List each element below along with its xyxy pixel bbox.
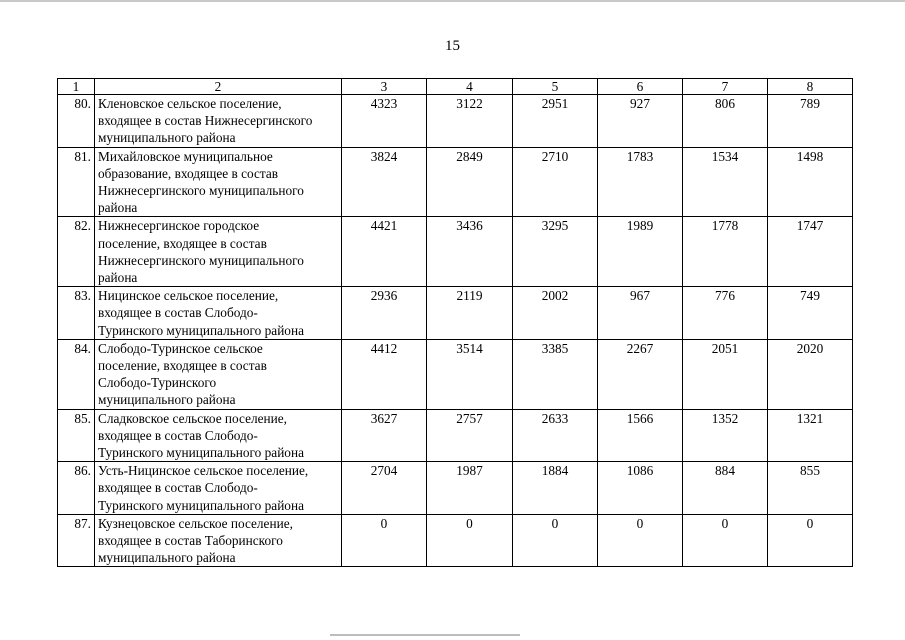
municipality-name [95, 287, 342, 340]
page-number: 15 [445, 38, 460, 54]
value-cell: 2936 [342, 287, 427, 340]
municipality-name [95, 95, 342, 148]
table-row [58, 147, 853, 217]
table-row [58, 287, 853, 340]
municipality-name-line: Туринского муниципального района [98, 497, 304, 513]
municipality-name-line: входящее в состав Слободо- [98, 427, 258, 443]
table-row [58, 514, 853, 567]
value-cell: 2633 [513, 409, 598, 462]
table-row [58, 339, 853, 409]
value-cell: 2757 [427, 409, 513, 462]
value-cell: 4412 [342, 339, 427, 409]
value-cell: 2267 [598, 339, 683, 409]
value-cell: 0 [683, 514, 768, 567]
municipality-name-line: Нижнесергинского муниципального [98, 183, 304, 199]
value-cell: 884 [683, 462, 768, 515]
row-number: 86. [58, 462, 95, 515]
table-row [58, 217, 853, 287]
value-cell: 0 [427, 514, 513, 567]
value-cell: 0 [342, 514, 427, 567]
municipality-name-line: образование, входящее в состав [98, 165, 279, 181]
row-number: 80. [58, 95, 95, 148]
value-cell: 806 [683, 95, 768, 148]
municipality-name-line: Усть-Ницинское сельское поселение, [98, 463, 309, 479]
scan-edge-top [0, 0, 905, 2]
municipality-name-line: района [98, 270, 138, 286]
value-cell: 2951 [513, 95, 598, 148]
column-header: 8 [768, 79, 853, 95]
value-cell: 3824 [342, 147, 427, 217]
table-row [58, 95, 853, 148]
value-cell: 2704 [342, 462, 427, 515]
municipality-name-line: поселение, входящее в состав [98, 358, 267, 374]
value-cell: 1989 [598, 217, 683, 287]
municipality-name-line: Слободо-Туринское сельское [98, 340, 263, 356]
municipality-name-line: входящее в состав Слободо- [98, 305, 258, 321]
municipality-name [95, 462, 342, 515]
municipality-name [95, 339, 342, 409]
municipality-name-line: входящее в состав Таборинского [98, 533, 283, 549]
value-cell: 1987 [427, 462, 513, 515]
value-cell: 4323 [342, 95, 427, 148]
value-cell: 3295 [513, 217, 598, 287]
column-header: 3 [342, 79, 427, 95]
value-cell: 1352 [683, 409, 768, 462]
value-cell: 3436 [427, 217, 513, 287]
data-table [57, 78, 853, 567]
row-number: 83. [58, 287, 95, 340]
municipality-name-line: Сладковское сельское поселение, [98, 410, 287, 426]
value-cell: 927 [598, 95, 683, 148]
municipality-name-line: поселение, входящее в состав [98, 235, 267, 251]
table-row [58, 462, 853, 515]
municipality-name-line: Ницинское сельское поселение, [98, 288, 279, 304]
value-cell: 4421 [342, 217, 427, 287]
value-cell: 1747 [768, 217, 853, 287]
value-cell: 0 [598, 514, 683, 567]
municipality-name [95, 217, 342, 287]
scan-edge-bottom [330, 634, 520, 636]
value-cell: 2119 [427, 287, 513, 340]
value-cell: 3627 [342, 409, 427, 462]
municipality-name [95, 514, 342, 567]
row-number: 81. [58, 147, 95, 217]
municipality-name [95, 409, 342, 462]
municipality-name-line: Нижнесергинское городское [98, 218, 260, 234]
municipality-name-line: входящее в состав Нижнесергинского [98, 113, 313, 129]
municipality-name [95, 147, 342, 217]
value-cell: 1884 [513, 462, 598, 515]
row-number: 82. [58, 217, 95, 287]
column-header: 5 [513, 79, 598, 95]
value-cell: 3514 [427, 339, 513, 409]
value-cell: 3385 [513, 339, 598, 409]
column-header: 7 [683, 79, 768, 95]
municipality-name-line: входящее в состав Слободо- [98, 480, 258, 496]
value-cell: 2020 [768, 339, 853, 409]
value-cell: 1566 [598, 409, 683, 462]
municipality-name-line: муниципального района [98, 392, 236, 408]
row-number: 85. [58, 409, 95, 462]
table-row [58, 409, 853, 462]
table-body [58, 95, 853, 567]
value-cell: 855 [768, 462, 853, 515]
value-cell: 2710 [513, 147, 598, 217]
column-header: 6 [598, 79, 683, 95]
value-cell: 0 [768, 514, 853, 567]
value-cell: 0 [513, 514, 598, 567]
municipality-name-line: Нижнесергинского муниципального [98, 252, 304, 268]
header-row [58, 79, 853, 95]
value-cell: 749 [768, 287, 853, 340]
value-cell: 1783 [598, 147, 683, 217]
value-cell: 1498 [768, 147, 853, 217]
row-number: 87. [58, 514, 95, 567]
municipality-name-line: района [98, 200, 138, 216]
value-cell: 1778 [683, 217, 768, 287]
municipality-name-line: Кузнецовское сельское поселение, [98, 515, 293, 531]
value-cell: 789 [768, 95, 853, 148]
column-header: 1 [58, 79, 95, 95]
value-cell: 1321 [768, 409, 853, 462]
municipality-name-line: Кленовское сельское поселение, [98, 96, 282, 111]
column-header: 4 [427, 79, 513, 95]
value-cell: 2849 [427, 147, 513, 217]
municipality-name-line: Туринского муниципального района [98, 445, 304, 461]
row-number: 84. [58, 339, 95, 409]
value-cell: 1534 [683, 147, 768, 217]
municipality-name-line: муниципального района [98, 550, 236, 566]
value-cell: 3122 [427, 95, 513, 148]
value-cell: 2002 [513, 287, 598, 340]
municipality-name-line: муниципального района [98, 130, 236, 146]
value-cell: 967 [598, 287, 683, 340]
column-header: 2 [95, 79, 342, 95]
value-cell: 2051 [683, 339, 768, 409]
value-cell: 776 [683, 287, 768, 340]
municipality-name-line: Слободо-Туринского [98, 375, 217, 391]
municipality-name-line: Туринского муниципального района [98, 322, 304, 338]
value-cell: 1086 [598, 462, 683, 515]
municipality-name-line: Михайловское муниципальное [98, 148, 273, 164]
